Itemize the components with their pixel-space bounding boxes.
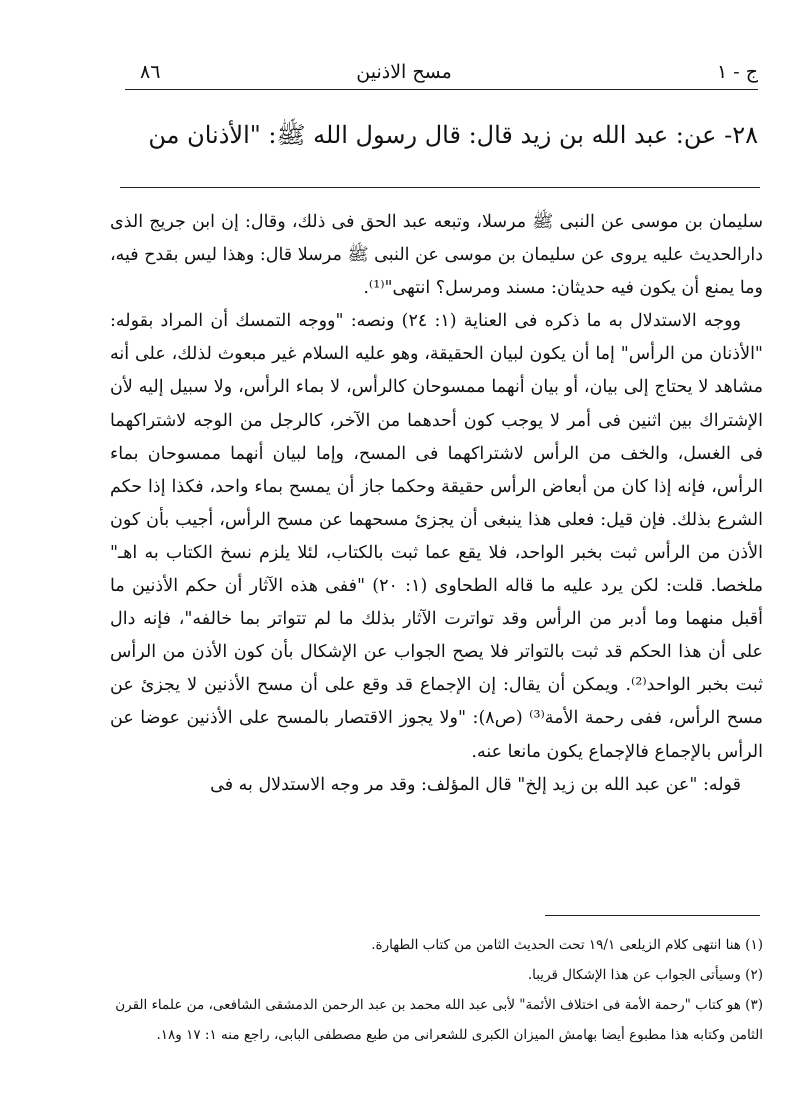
volume-label: ج - ١ — [717, 61, 758, 83]
header-rule — [125, 89, 758, 90]
footnote: (٢) وسيأتى الجواب عن هذا الإشكال قريبا. — [527, 967, 763, 983]
footnote: (١) هنا انتهى كلام الزيلعى ١٩/١ تحت الحديث الثامن من كتاب الطهارة. — [371, 937, 763, 953]
footnotes — [100, 930, 763, 1050]
page-number: ٨٦ — [140, 61, 161, 83]
footnote: (٣) هو كتاب "رحمة الأمة فى اختلاف الأئمة" لأبى عبد الله محمد بن عبد الرحمن الدمشقى الشافعى، من علماء القرن الثامن وكتابه هذا مطبوع أيضا بهامش الميزان الكبرى للشعرانى من طبع مصطفى البابى، راجع منه ١: ١٧ و١٨. — [115, 997, 763, 1043]
hadith-text: ٢٨- عن: عبد الله بن زيد قال: قال رسول الله ﷺ: "الأذنان من — [148, 121, 758, 149]
paragraph: ووجه الاستدلال به ما ذكره فى العناية (١: ٢٤) ونصه: "ووجه التمسك أن المراد بقوله: "الأذنان من الرأس" إما أن يكون لبيان الحقيقة، وهو عليه السلام غير مبعوث لذلك، على أنه مشاهد لا يحتاج إلى بيان، أو بيان أنهما ممسوحان كالرأس، لا بماء الرأس، ولا سبيل إليه لأن الإشتراك بين اثنين فى أمر لا يوجب كون أحدهما من الآخر، كالرجل من الوجه لاشتراكهما فى الغسل، والخف من الرأس لاشتراكهما فى المسح، وإما لبيان أنهما ممسوحان بماء الرأس، فإنه إذا كان من أبعاض الرأس حقيقة وحكما جاز أن يمسح بماء واحد، فكذا إذا حكم الشرع بذلك. فإن قيل: فعلى هذا ينبغى أن يجزئ مسحهما عن مسح الرأس، أجيب بأن كون الأذن من الرأس ثبت بخبر الواحد، فلا يقع عما ثبت بالكتاب، لئلا يلزم نسخ الكتاب به اهـ" ملخصا. قلت: لكن يرد عليه ما قاله الطحاوى (١: ٢٠) "ففى هذه الآثار أن حكم الأذنين ما أقبل منهما وما أدبر من الرأس وقد تواترت الآثار بذلك ما لم تتواتر بما خالفه"، فإنه دال على أن هذا الحكم قد ثبت بالتواتر فلا يصح الجواب عن الإشكال بأن كون الأذن من الرأس ثبت بخبر الواحد⁽²⁾. ويمكن أن يقال: إن الإجماع قد وقع على أن مسح الأذنين لا يجزئ عن مسح الرأس، ففى رحمة الأمة⁽³⁾ (ص٨): "ولا يجوز الاقتصار بالمسح على الأذنين عوضا عن الرأس بالإجماع فالإجماع يكون مانعا عنه. — [110, 311, 763, 762]
footnote-separator — [545, 915, 760, 916]
paragraph: سليمان بن موسى عن النبى ﷺ مرسلا، وتبعه عبد الحق فى ذلك، وقال: إن ابن جريج الذى دارالحديث عليه يروى عن سليمان بن موسى عن النبى ﷺ مرسلا قال: وهذا ليس بقدح فيه، وما يمنع أن يكون فيه حديثان: مسند ومرسل؟ انتهى"⁽¹⁾. — [110, 212, 763, 299]
commentary-body — [110, 206, 763, 802]
hadith-separator — [120, 187, 760, 188]
chapter-title: مسح الاذنين — [356, 61, 452, 83]
paragraph: قوله: "عن عبد الله بن زيد إلخ" قال المؤلف: وقد مر وجه الاستدلال به فى — [210, 774, 741, 795]
